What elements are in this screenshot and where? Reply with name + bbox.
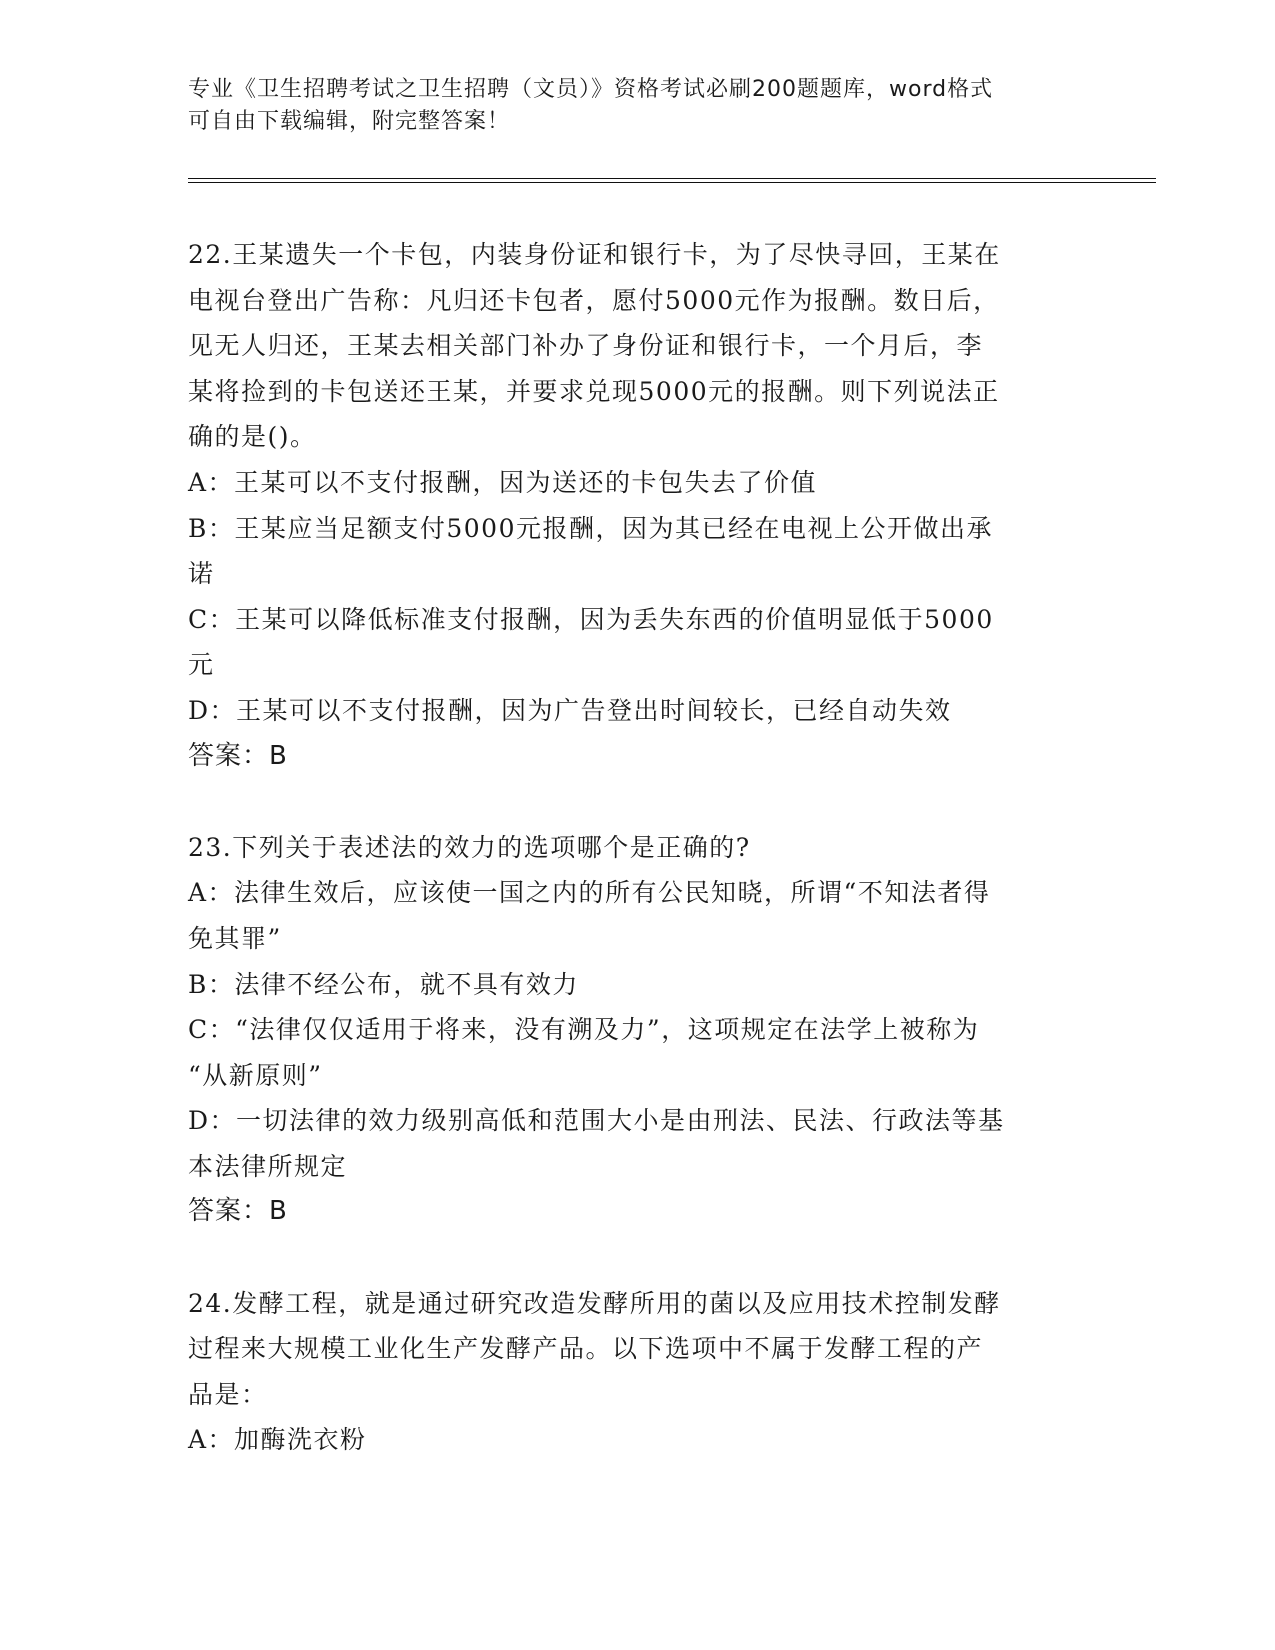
option-d: D：一切法律的效力级别高低和范围大小是由刑法、民法、行政法等基 xyxy=(188,1106,1005,1136)
header-divider-bottom xyxy=(188,182,1156,183)
question-stem-line: 22.王某遗失一个卡包，内装身份证和银行卡，为了尽快寻回，王某在 xyxy=(188,240,1001,269)
answer-line: 答案：B xyxy=(188,740,288,771)
option-d: D：王某可以不支付报酬，因为广告登出时间较长，已经自动失效 xyxy=(188,695,952,725)
option-b: B：王某应当足额支付5000元报酬，因为其已经在电视上公开做出承 xyxy=(188,513,993,543)
header-title-line-1: 专业《卫生招聘考试之卫生招聘（文员）》资格考试必刷200题题库，word格式 xyxy=(188,77,994,102)
document-header xyxy=(188,74,1068,138)
option-c-continued: “从新原则” xyxy=(188,1060,323,1090)
option-c: C：王某可以降低标准支付报酬，因为丢失东西的价值明显低于5000 xyxy=(188,604,994,634)
question-stem-line: 见无人归还，王某去相关部门补办了身份证和银行卡，一个月后，李 xyxy=(188,331,984,361)
question-22 xyxy=(188,232,1088,779)
answer-line: 答案：B xyxy=(188,1196,288,1227)
question-23 xyxy=(188,825,1088,1235)
option-a: A：王某可以不支付报酬，因为送还的卡包失去了价值 xyxy=(188,467,818,497)
option-c-continued: 元 xyxy=(188,650,215,680)
header-title-line-2: 可自由下载编辑，附完整答案！ xyxy=(188,109,511,134)
option-a: A：加酶洗衣粉 xyxy=(188,1425,367,1455)
option-b: B：法律不经公布，就不具有效力 xyxy=(188,969,579,999)
question-stem-line: 过程来大规模工业化生产发酵产品。以下选项中不属于发酵工程的产 xyxy=(188,1334,984,1364)
option-a: A：法律生效后，应该使一国之内的所有公民知晓，所谓“不知法者得 xyxy=(188,878,991,908)
option-c: C：“法律仅仅适用于将来，没有溯及力”，这项规定在法学上被称为 xyxy=(188,1015,980,1045)
header-divider-top xyxy=(188,178,1156,179)
question-stem-line: 确的是()。 xyxy=(188,422,317,452)
option-d-continued: 本法律所规定 xyxy=(188,1151,348,1181)
option-b-continued: 诺 xyxy=(188,559,215,589)
option-a-continued: 免其罪” xyxy=(188,923,282,953)
question-spacer xyxy=(188,1235,1088,1281)
question-stem-line: 24.发酵工程，就是通过研究改造发酵所用的菌以及应用技术控制发酵 xyxy=(188,1288,1001,1318)
question-spacer xyxy=(188,779,1088,825)
question-stem-line: 品是： xyxy=(188,1379,268,1409)
question-list xyxy=(188,232,1088,1463)
question-stem-line: 某将捡到的卡包送还王某，并要求兑现5000元的报酬。则下列说法正 xyxy=(188,376,1000,406)
question-stem-line: 23.下列关于表述法的效力的选项哪个是正确的? xyxy=(188,832,751,862)
question-24 xyxy=(188,1281,1088,1463)
question-stem-line: 电视台登出广告称：凡归还卡包者，愿付5000元作为报酬。数日后， xyxy=(188,285,1000,315)
